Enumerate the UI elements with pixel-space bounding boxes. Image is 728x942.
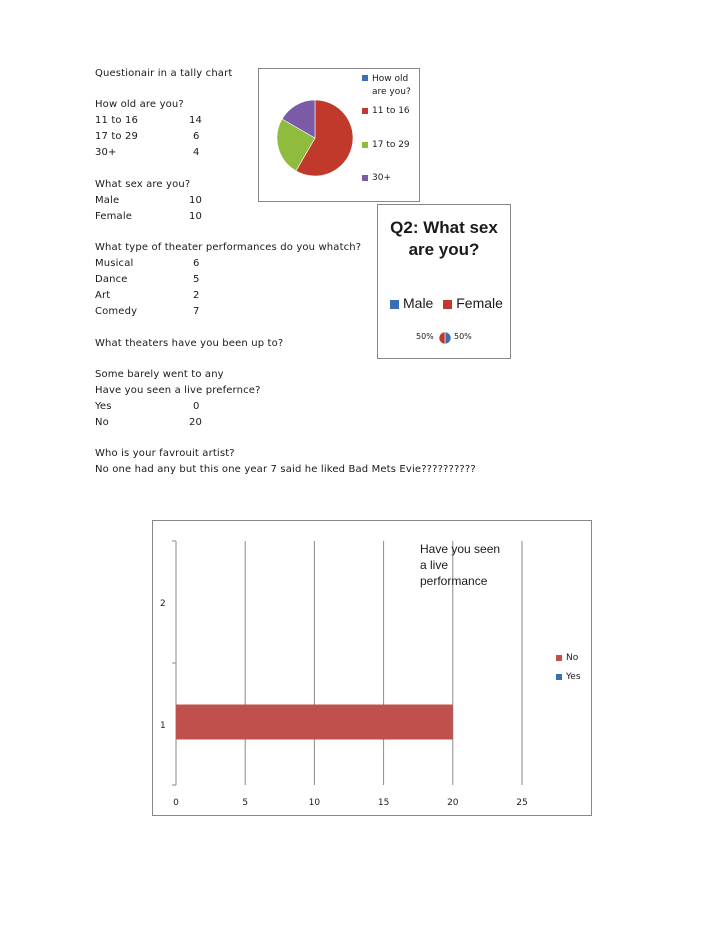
age-legend-title-text: How old are you? — [372, 74, 411, 97]
q4-answer: Some barely went to any — [95, 369, 224, 380]
q3-row-value: 7 — [193, 306, 200, 317]
q2-question: What sex are you? — [95, 179, 191, 190]
q3-row-label: Musical — [95, 258, 134, 269]
x-tick-label: 15 — [377, 798, 390, 808]
legend-swatch — [362, 108, 368, 114]
q5-row-label: No — [95, 417, 109, 428]
doc-title: Questionair in a tally chart — [95, 68, 233, 79]
legend-label: 11 to 16 — [372, 106, 410, 116]
age-legend-item — [362, 173, 391, 183]
sex-legend — [390, 295, 503, 311]
q3-row-label: Dance — [95, 274, 128, 285]
age-pie-svg — [265, 83, 365, 193]
q1-question: How old are you? — [95, 99, 184, 110]
q2-row-value: 10 — [189, 195, 203, 206]
x-tick-label: 20 — [447, 798, 459, 808]
sex-pie-svg — [438, 331, 452, 345]
legend-label: Yes — [566, 672, 581, 682]
legend-label: Female — [456, 295, 503, 311]
bar-chart-svg — [153, 521, 591, 815]
bar-legend-item — [556, 672, 581, 682]
data-label: 50% — [454, 332, 472, 341]
legend-swatch — [556, 674, 562, 680]
y-tick-label: 2 — [160, 599, 166, 609]
sex-chart-title: Q2: What sex are you? — [390, 218, 498, 259]
y-tick-label: 1 — [160, 721, 166, 731]
legend-swatch — [390, 300, 399, 309]
q3-row-label: Art — [95, 290, 111, 301]
legend-swatch — [362, 142, 368, 148]
x-tick-label: 10 — [308, 798, 321, 808]
q6-answer: No one had any but this one year 7 said he liked Bad Mets Evie?????????? — [95, 464, 476, 475]
q3-question: What type of theater performances do you whatch? — [95, 242, 362, 253]
q2-row-label: Male — [95, 195, 120, 206]
q5-question: Have you seen a live prefernce? — [95, 385, 261, 396]
q2-row-value: 10 — [189, 211, 203, 222]
q1-row-value: 6 — [193, 131, 200, 142]
data-label: 50% — [416, 332, 434, 341]
q5-row-value: 0 — [193, 401, 200, 412]
bar-chart-title: Have you seen a live performance — [420, 542, 501, 588]
q6-question: Who is your favrouit artist? — [95, 448, 235, 459]
x-tick-label: 5 — [242, 798, 249, 808]
q5-row-label: Yes — [95, 401, 112, 412]
pie-slice — [445, 332, 451, 344]
bar — [176, 705, 453, 740]
x-tick-label: 25 — [516, 798, 528, 808]
q3-row-value: 5 — [193, 274, 200, 285]
legend-swatch — [443, 300, 452, 309]
q1-row-label: 30+ — [95, 147, 117, 158]
q5-row-value: 20 — [189, 417, 203, 428]
legend-label: 30+ — [372, 173, 391, 183]
legend-swatch — [556, 655, 562, 661]
q3-row-value: 2 — [193, 290, 200, 301]
live-performance-chart — [152, 520, 592, 816]
q1-row-value: 14 — [189, 115, 203, 126]
x-tick-label: 0 — [173, 798, 179, 808]
q1-row-label: 11 to 16 — [95, 115, 139, 126]
q2-row-label: Female — [95, 211, 133, 222]
q3-row-value: 6 — [193, 258, 200, 269]
age-legend-title — [362, 73, 416, 99]
legend-label: No — [566, 653, 579, 663]
sex-pie-chart — [377, 204, 511, 359]
bar-legend-item — [556, 653, 578, 663]
q4-question: What theaters have you been up to? — [95, 338, 284, 349]
q1-row-label: 17 to 29 — [95, 131, 139, 142]
pie-slice — [439, 332, 445, 344]
legend-label: Male — [403, 295, 434, 311]
legend-label: 17 to 29 — [372, 140, 410, 150]
q1-row-value: 4 — [193, 147, 200, 158]
age-legend-item — [362, 106, 410, 116]
legend-swatch — [362, 75, 368, 81]
legend-swatch — [362, 175, 368, 181]
q3-row-label: Comedy — [95, 306, 138, 317]
age-legend-item — [362, 140, 410, 150]
